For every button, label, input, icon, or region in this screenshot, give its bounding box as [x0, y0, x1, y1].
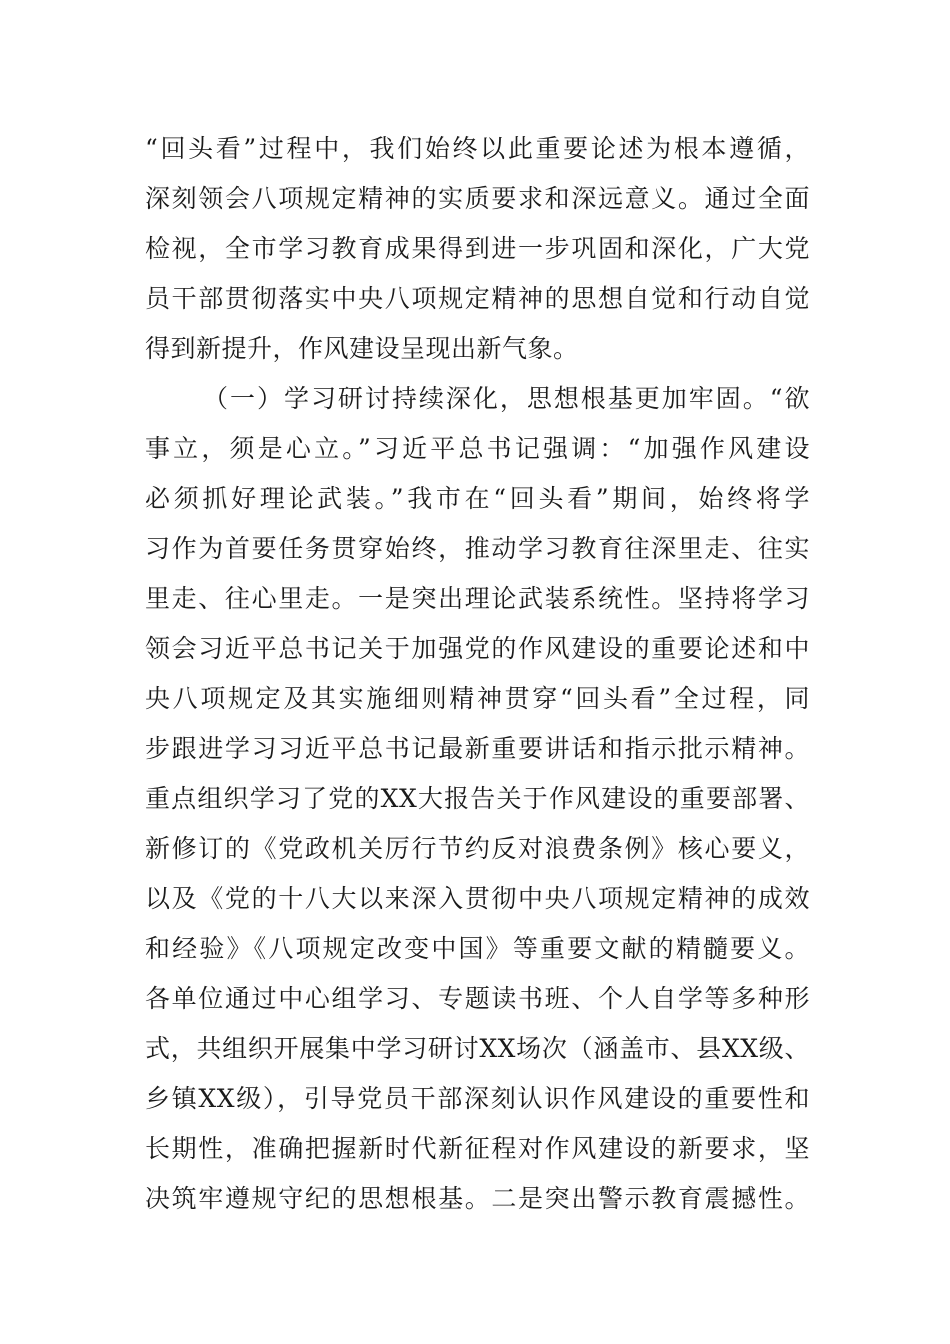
- text-line: 深刻领会八项规定精神的实质要求和深远意义。通过全面: [145, 184, 810, 213]
- text-line: 决筑牢遵规守纪的思想根基。二是突出警示教育震撼性。: [145, 1184, 810, 1213]
- text-line: 央八项规定及其实施细则精神贯穿“回头看”全过程，同: [145, 684, 810, 713]
- text-line: 新修订的《党政机关厉行节约反对浪费条例》核心要义，: [145, 834, 810, 863]
- text-line: 式，共组织开展集中学习研讨XX场次（涵盖市、县XX级、: [145, 1034, 810, 1063]
- text-line: 里走、往心里走。一是突出理论武装系统性。坚持将学习: [145, 584, 810, 613]
- body-text: [145, 124, 810, 1224]
- text-line: 以及《党的十八大以来深入贯彻中央八项规定精神的成效: [145, 884, 810, 913]
- text-line: 习作为首要任务贯穿始终，推动学习教育往深里走、往实: [145, 534, 810, 563]
- text-line: 重点组织学习了党的XX大报告关于作风建设的重要部署、: [145, 784, 810, 813]
- text-line: 领会习近平总书记关于加强党的作风建设的重要论述和中: [145, 634, 810, 663]
- text-line: 长期性，准确把握新时代新征程对作风建设的新要求，坚: [145, 1134, 810, 1163]
- text-line: 乡镇XX级），引导党员干部深刻认识作风建设的重要性和: [145, 1084, 810, 1113]
- text-line: 和经验》《八项规定改变中国》等重要文献的精髓要义。: [145, 934, 810, 963]
- text-line: 检视，全市学习教育成果得到进一步巩固和深化，广大党: [145, 234, 810, 263]
- text-line: 员干部贯彻落实中央八项规定精神的思想自觉和行动自觉: [145, 284, 810, 313]
- text-line: 各单位通过中心组学习、专题读书班、个人自学等多种形: [145, 984, 810, 1013]
- text-line: 得到新提升，作风建设呈现出新气象。: [145, 334, 579, 363]
- section-heading-line: （一）学习研讨持续深化，思想根基更加牢固。“欲: [203, 384, 810, 413]
- text-line: “回头看”过程中，我们始终以此重要论述为根本遵循，: [145, 134, 810, 163]
- text-line: 步跟进学习习近平总书记最新重要讲话和指示批示精神。: [145, 734, 810, 763]
- text-line: 事立，须是心立。”习近平总书记强调：“加强作风建设: [145, 434, 810, 463]
- text-line: 必须抓好理论武装。”我市在“回头看”期间，始终将学: [145, 484, 810, 513]
